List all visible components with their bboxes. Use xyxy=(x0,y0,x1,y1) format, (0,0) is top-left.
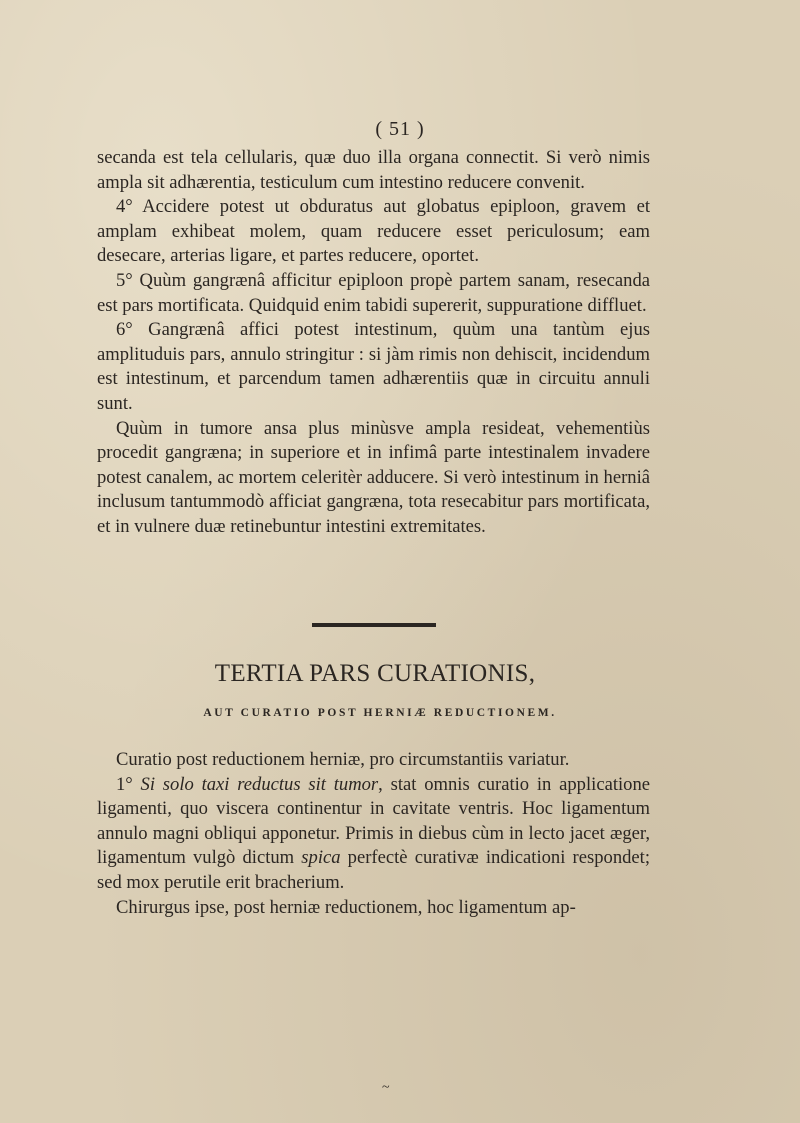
main-text-block xyxy=(97,146,650,540)
page-number: ( 51 ) xyxy=(375,118,425,140)
section-subtitle: AUT CURATIO POST HERNIÆ REDUCTIONEM. xyxy=(203,707,557,719)
paragraph-1-text: , stat omnis curatio in applicatione ligamenti, quo viscera continentur in cavitate ventris. Hoc ligamentum annulo magni obliqui apponetur. Primis in diebus cùm in lecto jacet æger, ligamentum vulgò dictum xyxy=(97,773,651,869)
italic-phrase: Si solo taxi reductus sit tumor xyxy=(140,773,379,795)
section-divider-rule xyxy=(312,623,436,627)
section-text-block xyxy=(97,748,650,920)
paragraph-6: 6° Gangrænâ affici potest intestinum, quùm una tantùm ejus amplituduis pars, annulo stringitur : si jàm rimis non dehiscit, incidendum est intestinum, et parcendum tamen adhærentiis quæ in circuitu annuli sunt. xyxy=(97,319,650,414)
paragraph-1 xyxy=(97,773,650,896)
section-title: TERTIA PARS CURATIONIS, xyxy=(214,660,536,687)
paragraph-curatio-intro: Curatio post reductionem herniæ, pro circumstantiis variatur. xyxy=(116,749,570,770)
paragraph-gangrene: Quùm in tumore ansa plus minùsve ampla resideat, vehementiùs procedit gangræna; in superiore et in infimâ parte intestinalem invadere potest canalem, ac mortem celeritèr adducere. Si verò intestinum in herniâ inclusum tantummodò afficiat gangræna, tota resecabitur pars mortificata, et in vulnere duæ retinebuntur intestini extremitates. xyxy=(97,417,650,537)
paragraph-4: 4° Accidere potest ut obduratus aut globatus epiploon, gravem et amplam exhibeat molem, quam reducere esset periculosum; eam desecare, arterias ligare, et partes reducere, oportet. xyxy=(97,196,650,267)
italic-word-spica: spica xyxy=(301,847,341,869)
bottom-printer-mark: ~ xyxy=(382,1080,390,1095)
paragraph-1-end: perfectè curativæ indicationi respondet; sed mox perutile erit bracherium. xyxy=(97,847,651,893)
item-number: 1° xyxy=(116,773,141,795)
paragraph-chirurgus: Chirurgus ipse, post herniæ reductionem, hoc ligamentum ap- xyxy=(116,896,576,918)
paragraph-5: 5° Quùm gangrænâ afficitur epiploon propè partem sanam, resecanda est pars mortificata. Quidquid enim tabidi supererit, suppuratione diffluet. xyxy=(97,269,650,316)
paragraph-continuation: secanda est tela cellularis, quæ duo illa organa connectit. Si verò nimis ampla sit adhærentia, testiculum cum intestino reducere convenit. xyxy=(97,147,650,193)
